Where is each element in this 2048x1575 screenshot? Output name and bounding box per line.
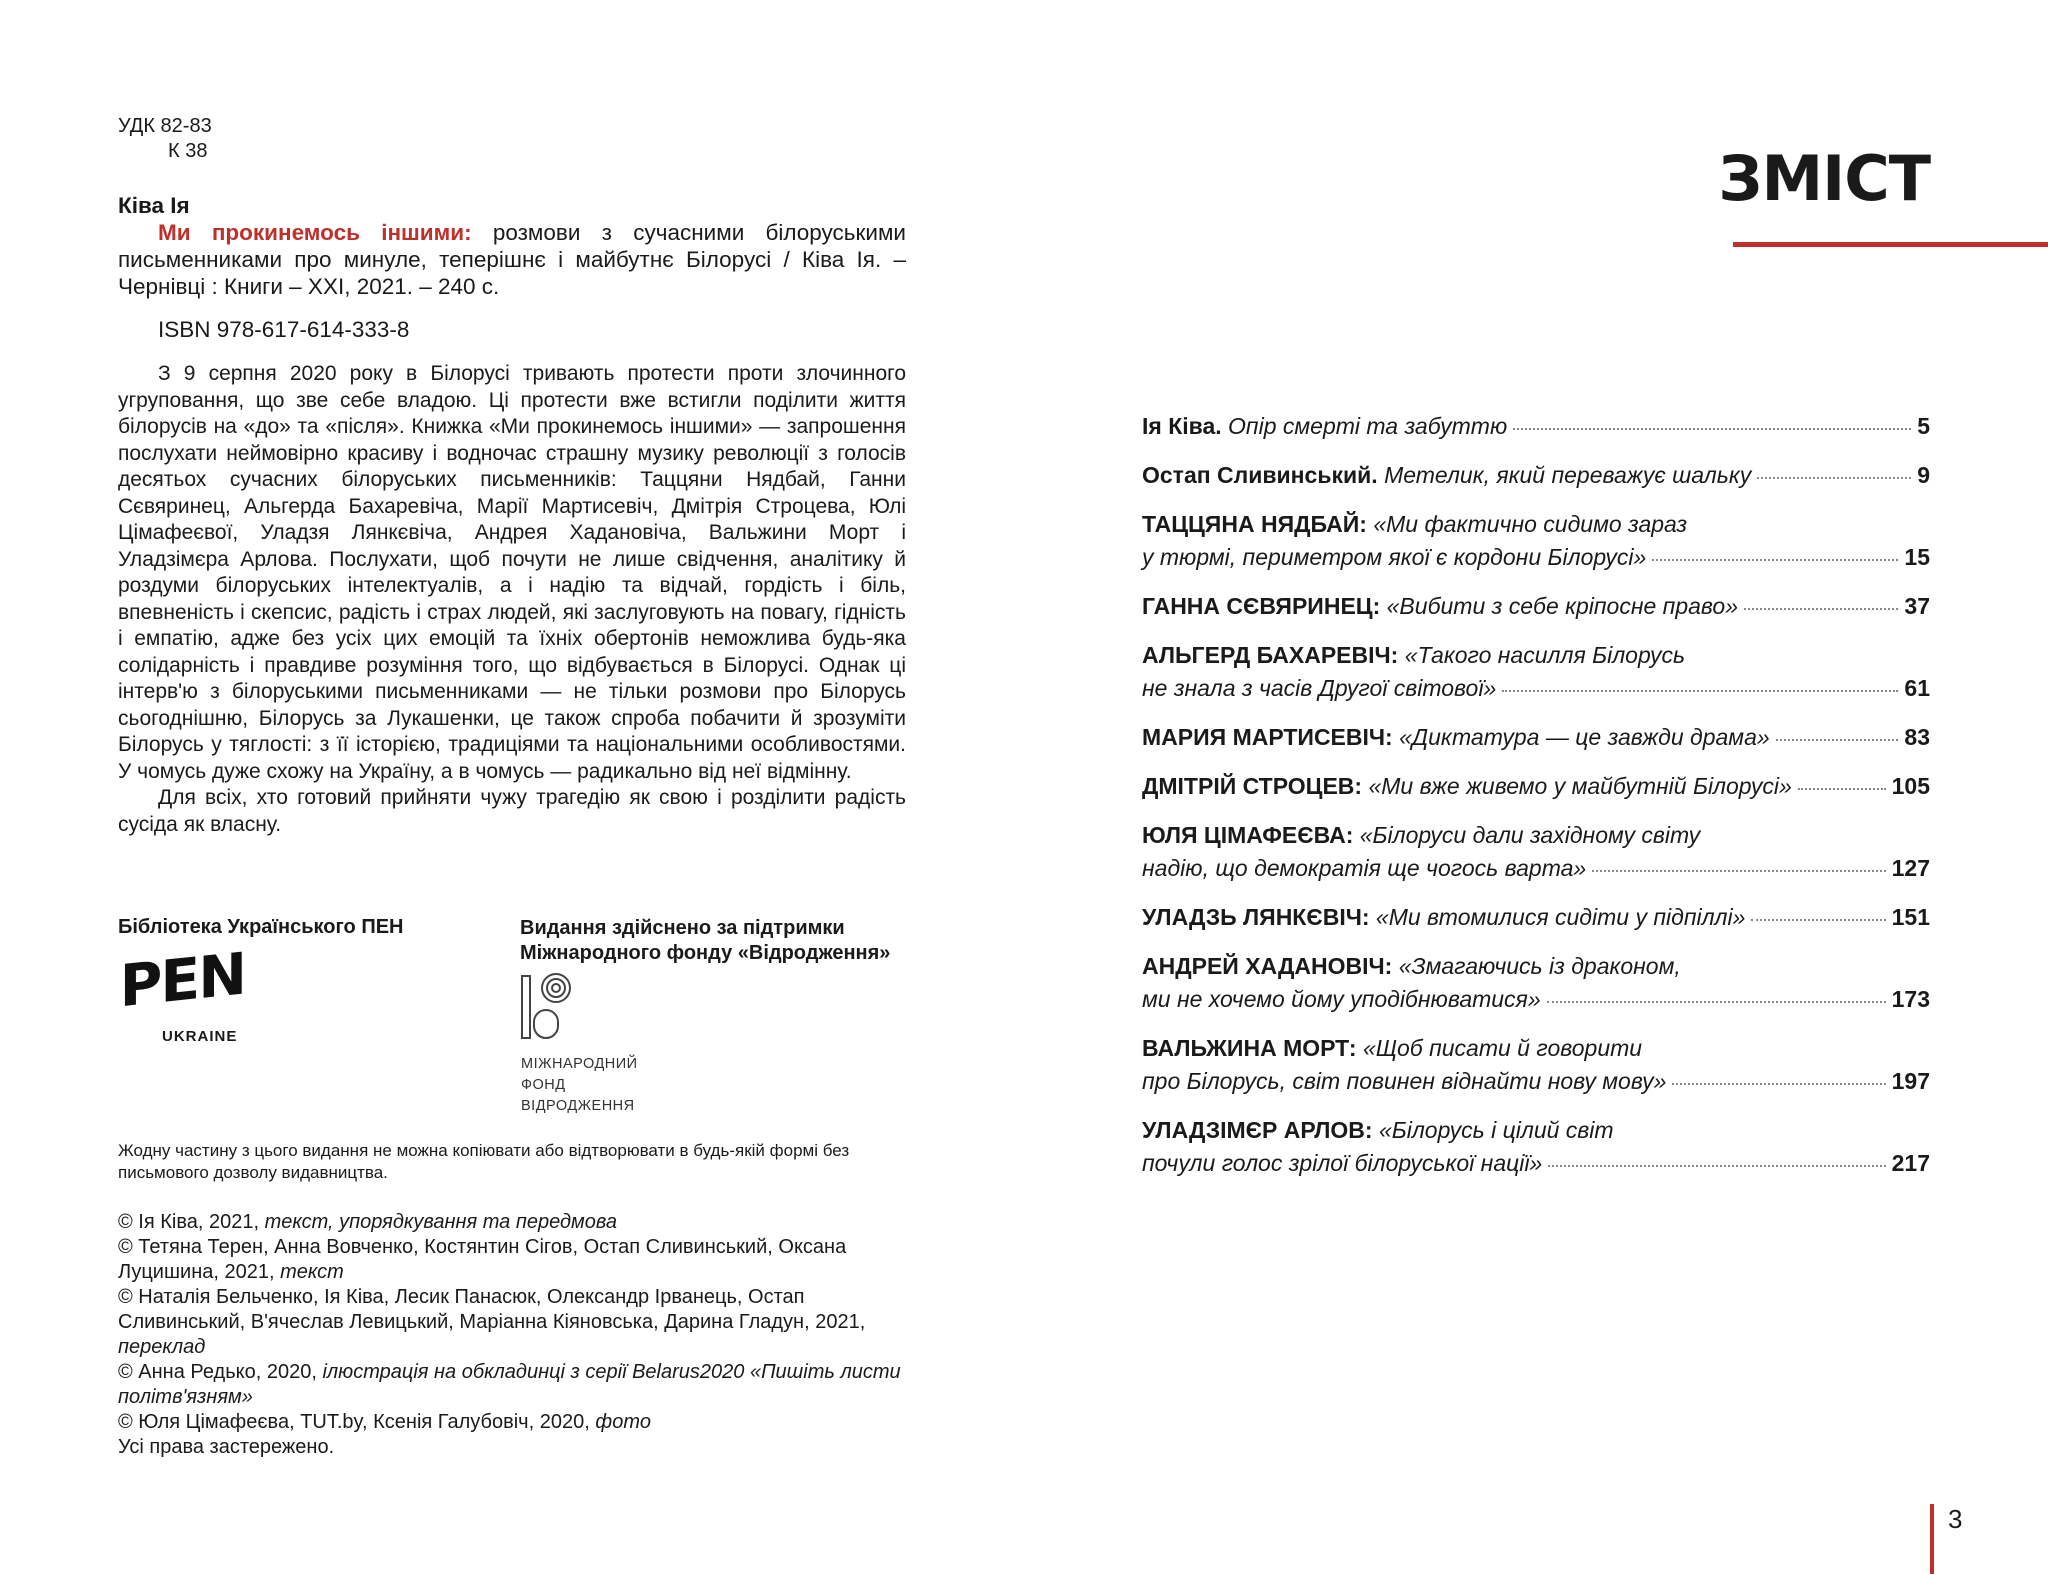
toc-line xyxy=(1142,672,1930,705)
toc-page-number: 151 xyxy=(1891,904,1930,930)
copyright-text: Усі права застережено. xyxy=(118,1436,335,1458)
toc-author: Ія Ківа. xyxy=(1142,413,1222,439)
toc-author: ЮЛЯ ЦІМАФЕЄВА: xyxy=(1142,822,1354,848)
bib-description: розмови з сучасними білоруськими письменниками про минуле, теперішнє і майбутнє Білорусі / Ківа Ія. – Чернівці : Книги – ХХІ, 2021. – 240 с. xyxy=(118,220,906,299)
toc-line xyxy=(1142,1032,1930,1065)
toc-text xyxy=(1142,901,1745,934)
toc-entry xyxy=(1142,410,1930,443)
toc-page-number: 9 xyxy=(1917,462,1930,488)
copyright-role: ілюстрація на обкладинці з серії Belarus2020 «Пишіть листи політв'язням» xyxy=(118,1361,901,1408)
dot-leader xyxy=(1548,1165,1885,1167)
toc-line xyxy=(1142,508,1930,541)
irf-logo-text xyxy=(521,1054,638,1117)
copyright-line xyxy=(118,1210,918,1235)
toc-page-number: 105 xyxy=(1891,773,1930,799)
toc-line xyxy=(1142,852,1930,885)
toc-author: Остап Сливинський. xyxy=(1142,462,1378,488)
book-title: Ми прокинемось іншими: xyxy=(158,220,472,245)
bibliographic-record xyxy=(118,192,906,343)
toc-line xyxy=(1142,459,1930,492)
toc-entry xyxy=(1142,1114,1930,1180)
copyright-block xyxy=(118,1210,918,1460)
toc-line xyxy=(1142,819,1930,852)
bib-entry xyxy=(118,219,906,300)
toc-entry xyxy=(1142,508,1930,574)
toc-title: «Вибити з себе кріпосне право» xyxy=(1386,593,1738,619)
toc-entry xyxy=(1142,721,1930,754)
toc-entry xyxy=(1142,1032,1930,1098)
toc-line xyxy=(1142,541,1930,574)
toc-author: МАРИЯ МАРТИСЕВІЧ: xyxy=(1142,724,1393,750)
toc-title-continued: надію, що демократія ще чогось варта» xyxy=(1142,855,1587,881)
toc-text xyxy=(1142,1147,1542,1180)
irf-logo-icon xyxy=(520,972,580,1042)
toc-author: УЛАДЗІМЄР АРЛОВ: xyxy=(1142,1117,1373,1143)
toc-author: ГАННА СЄВЯРИНЕЦ: xyxy=(1142,593,1381,619)
udk-code: УДК 82-83 xyxy=(118,115,212,137)
toc-title-continued: ми не хочемо йому уподібнюватися» xyxy=(1142,986,1541,1012)
copyright-line xyxy=(118,1435,918,1460)
toc-title: «Білорусь і цілий світ xyxy=(1378,1117,1614,1143)
toc-text xyxy=(1142,410,1507,443)
toc-heading: ЗМІСТ xyxy=(1718,142,1930,215)
toc-page-number: 83 xyxy=(1904,724,1930,750)
copyright-text: © Ія Ківа, 2021, xyxy=(118,1211,265,1233)
toc-text xyxy=(1142,459,1751,492)
page-number: 3 xyxy=(1948,1504,1963,1534)
toc-line xyxy=(1142,410,1930,443)
toc-author: АЛЬГЕРД БАХАРЕВІЧ: xyxy=(1142,642,1399,668)
toc-title: «Такого насилля Білорусь xyxy=(1404,642,1686,668)
annotation-paragraph-2: Для всіх, хто готовий прийняти чужу трагедію як свою і розділити радість сусіда як власну. xyxy=(118,786,906,836)
copyright-text: © Наталія Бельченко, Ія Ківа, Лесик Панасюк, Олександр Ірванець, Остап Сливинський, В'ячеслав Левицький, Маріанна Кіяновська, Дарина Гладун, 2021, xyxy=(118,1286,866,1333)
toc-page-number: 5 xyxy=(1917,413,1930,439)
toc-line xyxy=(1142,1114,1930,1147)
rights-note: Жодну частину з цього видання не можна копіювати або відтворювати в будь-якій формі без письмового дозволу видавництва. xyxy=(118,1141,850,1182)
isbn: ISBN 978-617-614-333-8 xyxy=(158,317,410,342)
toc-line xyxy=(1142,950,1930,983)
toc-page-number: 217 xyxy=(1891,1150,1930,1176)
dot-leader xyxy=(1757,477,1911,479)
toc-title: «Щоб писати й говорити xyxy=(1362,1035,1643,1061)
dot-leader xyxy=(1513,428,1911,430)
toc-line xyxy=(1142,901,1930,934)
copyright-text: © Тетяна Терен, Анна Вовченко, Костянтин Сігов, Остап Сливинський, Оксана Луцишина, 2021, xyxy=(118,1236,847,1283)
toc-line xyxy=(1142,1147,1930,1180)
table-of-contents xyxy=(1142,410,1930,1196)
toc-text xyxy=(1142,1065,1666,1098)
toc-author: АНДРЕЙ ХАДАНОВІЧ: xyxy=(1142,953,1393,979)
toc-entry xyxy=(1142,639,1930,705)
toc-title-continued: про Білорусь, світ повинен віднайти нову мову» xyxy=(1142,1068,1667,1094)
toc-page-number: 173 xyxy=(1891,986,1930,1012)
toc-text xyxy=(1142,770,1792,803)
toc-line xyxy=(1142,983,1930,1016)
toc-entry xyxy=(1142,459,1930,492)
toc-line xyxy=(1142,721,1930,754)
toc-entry xyxy=(1142,950,1930,1016)
toc-text xyxy=(1142,541,1646,574)
annotation xyxy=(118,361,906,838)
annotation-paragraph-1: З 9 серпня 2020 року в Білорусі тривають протести проти злочинного угруповання, що зве себе владою. Ці протести вже встигли поділити життя білорусів на «до» та «після». Книжка «Ми прокинемось іншими» — запрошення послухати неймовірно красиву і водночас страшну музику революції з голосів десятьох сучасних білоруських письменників: Таццяни Нядбай, Ганни Сєвяринец, Альгерда Бахаревіча, Марії Мартисевіч, Дмітрія Строцева, Юлі Цімафеєвої, Уладзя Лянкєвіча, Андрея Хадановіча, Вальжини Морт і Уладзімєра Арлова. Послухати, щоб почути не лише свідчення, аналітику й роздуми білоруських інтелектуалів, а і надію та відчай, гордість і біль, впевненість і скепсис, радість і страх людей, які заслуговують на повагу, гідність і емпатію, адже без усіх цих емоцій та їхніх обертонів неможлива будь-яка солідарність і правдиве розуміння того, що відбувається в Білорусі. Однак ці інтерв'ю з білоруськими письменниками — не тільки розмови про Білорусь сьогоднішню, Білорусь за Лукашенки, це також спроба побачити й зрозуміти Білорусь у тяглості: з її історією, традиціями та національними особливостями. У чомусь дуже схожу на Україну, а в чомусь — радикально від неї відмінну. xyxy=(118,362,906,783)
copyright-line xyxy=(118,1285,918,1360)
toc-entry xyxy=(1142,819,1930,885)
toc-entry xyxy=(1142,770,1930,803)
copyright-line xyxy=(118,1235,918,1285)
toc-text xyxy=(1142,852,1586,885)
copyright-role: текст, упорядкування та передмова xyxy=(264,1211,617,1233)
toc-author: ВАЛЬЖИНА МОРТ: xyxy=(1142,1035,1357,1061)
toc-text xyxy=(1142,590,1738,623)
library-title: Бібліотека Українського ПЕН xyxy=(118,916,404,938)
copyright-role: фото xyxy=(595,1411,651,1433)
dot-leader xyxy=(1592,870,1885,872)
toc-title: «Змагаючись із драконом, xyxy=(1398,953,1681,979)
irf-line-3: ВІДРОДЖЕННЯ xyxy=(521,1098,635,1114)
toc-author: ТАЦЦЯНА НЯДБАЙ: xyxy=(1142,511,1367,537)
dot-leader xyxy=(1547,1001,1886,1003)
copyright-role: переклад xyxy=(118,1336,206,1358)
toc-page-number: 15 xyxy=(1904,544,1930,570)
toc-line xyxy=(1142,1065,1930,1098)
toc-entry xyxy=(1142,590,1930,623)
toc-title: «Ми вже живемо у майбутній Білорусі» xyxy=(1368,773,1792,799)
support-line-2: Міжнародного фонду «Відродження» xyxy=(520,942,891,964)
toc-author: ДМІТРІЙ СТРОЦЕВ: xyxy=(1142,773,1363,799)
toc-text xyxy=(1142,721,1770,754)
toc-title-continued: не знала з часів Другої світової» xyxy=(1142,675,1497,701)
toc-line xyxy=(1142,770,1930,803)
pen-ukraine-logo-subtitle: UKRAINE xyxy=(162,1028,238,1045)
toc-author: УЛАДЗЬ ЛЯНКЄВІЧ: xyxy=(1142,904,1370,930)
author-mark: К 38 xyxy=(168,140,208,162)
toc-title: «Ми фактично сидимо зараз xyxy=(1373,511,1688,537)
toc-title: «Ми втомилися сидіти у підпіллі» xyxy=(1375,904,1746,930)
toc-text xyxy=(1142,983,1541,1016)
toc-title: «Диктатура — це завжди драма» xyxy=(1399,724,1770,750)
dot-leader xyxy=(1652,559,1898,561)
dot-leader xyxy=(1751,919,1885,921)
udk-block xyxy=(118,114,212,164)
dot-leader xyxy=(1776,739,1899,741)
pen-ukraine-logo: PEN xyxy=(119,939,246,1021)
irf-line-2: ФОНД xyxy=(521,1077,566,1093)
toc-page-number: 61 xyxy=(1904,675,1930,701)
support-line-1: Видання здійснено за підтримки xyxy=(520,917,845,939)
toc-page-number: 37 xyxy=(1904,593,1930,619)
toc-line xyxy=(1142,639,1930,672)
toc-title-continued: у тюрмі, периметром якої є кордони Білорусі» xyxy=(1142,544,1647,570)
dot-leader xyxy=(1502,690,1898,692)
toc-title: «Білоруси дали західному світу xyxy=(1359,822,1701,848)
copyright-line xyxy=(118,1410,918,1435)
toc-text xyxy=(1142,672,1496,705)
copyright-text: © Юля Цімафеєва, TUT.by, Ксенія Галубовіч, 2020, xyxy=(118,1411,596,1433)
dot-leader xyxy=(1744,608,1898,610)
copyright-text: © Анна Редько, 2020, xyxy=(118,1361,323,1383)
copyright-line xyxy=(118,1360,918,1410)
dot-leader xyxy=(1672,1083,1885,1085)
page-number-bar xyxy=(1930,1504,1934,1574)
toc-line xyxy=(1142,590,1930,623)
toc-entry xyxy=(1142,901,1930,934)
support-note xyxy=(520,916,920,966)
toc-page-number: 197 xyxy=(1891,1068,1930,1094)
book-author: Ківа Ія xyxy=(118,193,190,218)
toc-title-continued: почули голос зрілої білоруської нації» xyxy=(1142,1150,1543,1176)
dot-leader xyxy=(1798,788,1886,790)
toc-title: Метелик, який переважує шальку xyxy=(1384,462,1752,488)
heading-rule xyxy=(1733,242,2048,247)
irf-line-1: МІЖНАРОДНИЙ xyxy=(521,1056,638,1072)
copyright-role: текст xyxy=(280,1261,344,1283)
toc-title: Опір смерті та забуттю xyxy=(1228,413,1508,439)
toc-page-number: 127 xyxy=(1891,855,1930,881)
